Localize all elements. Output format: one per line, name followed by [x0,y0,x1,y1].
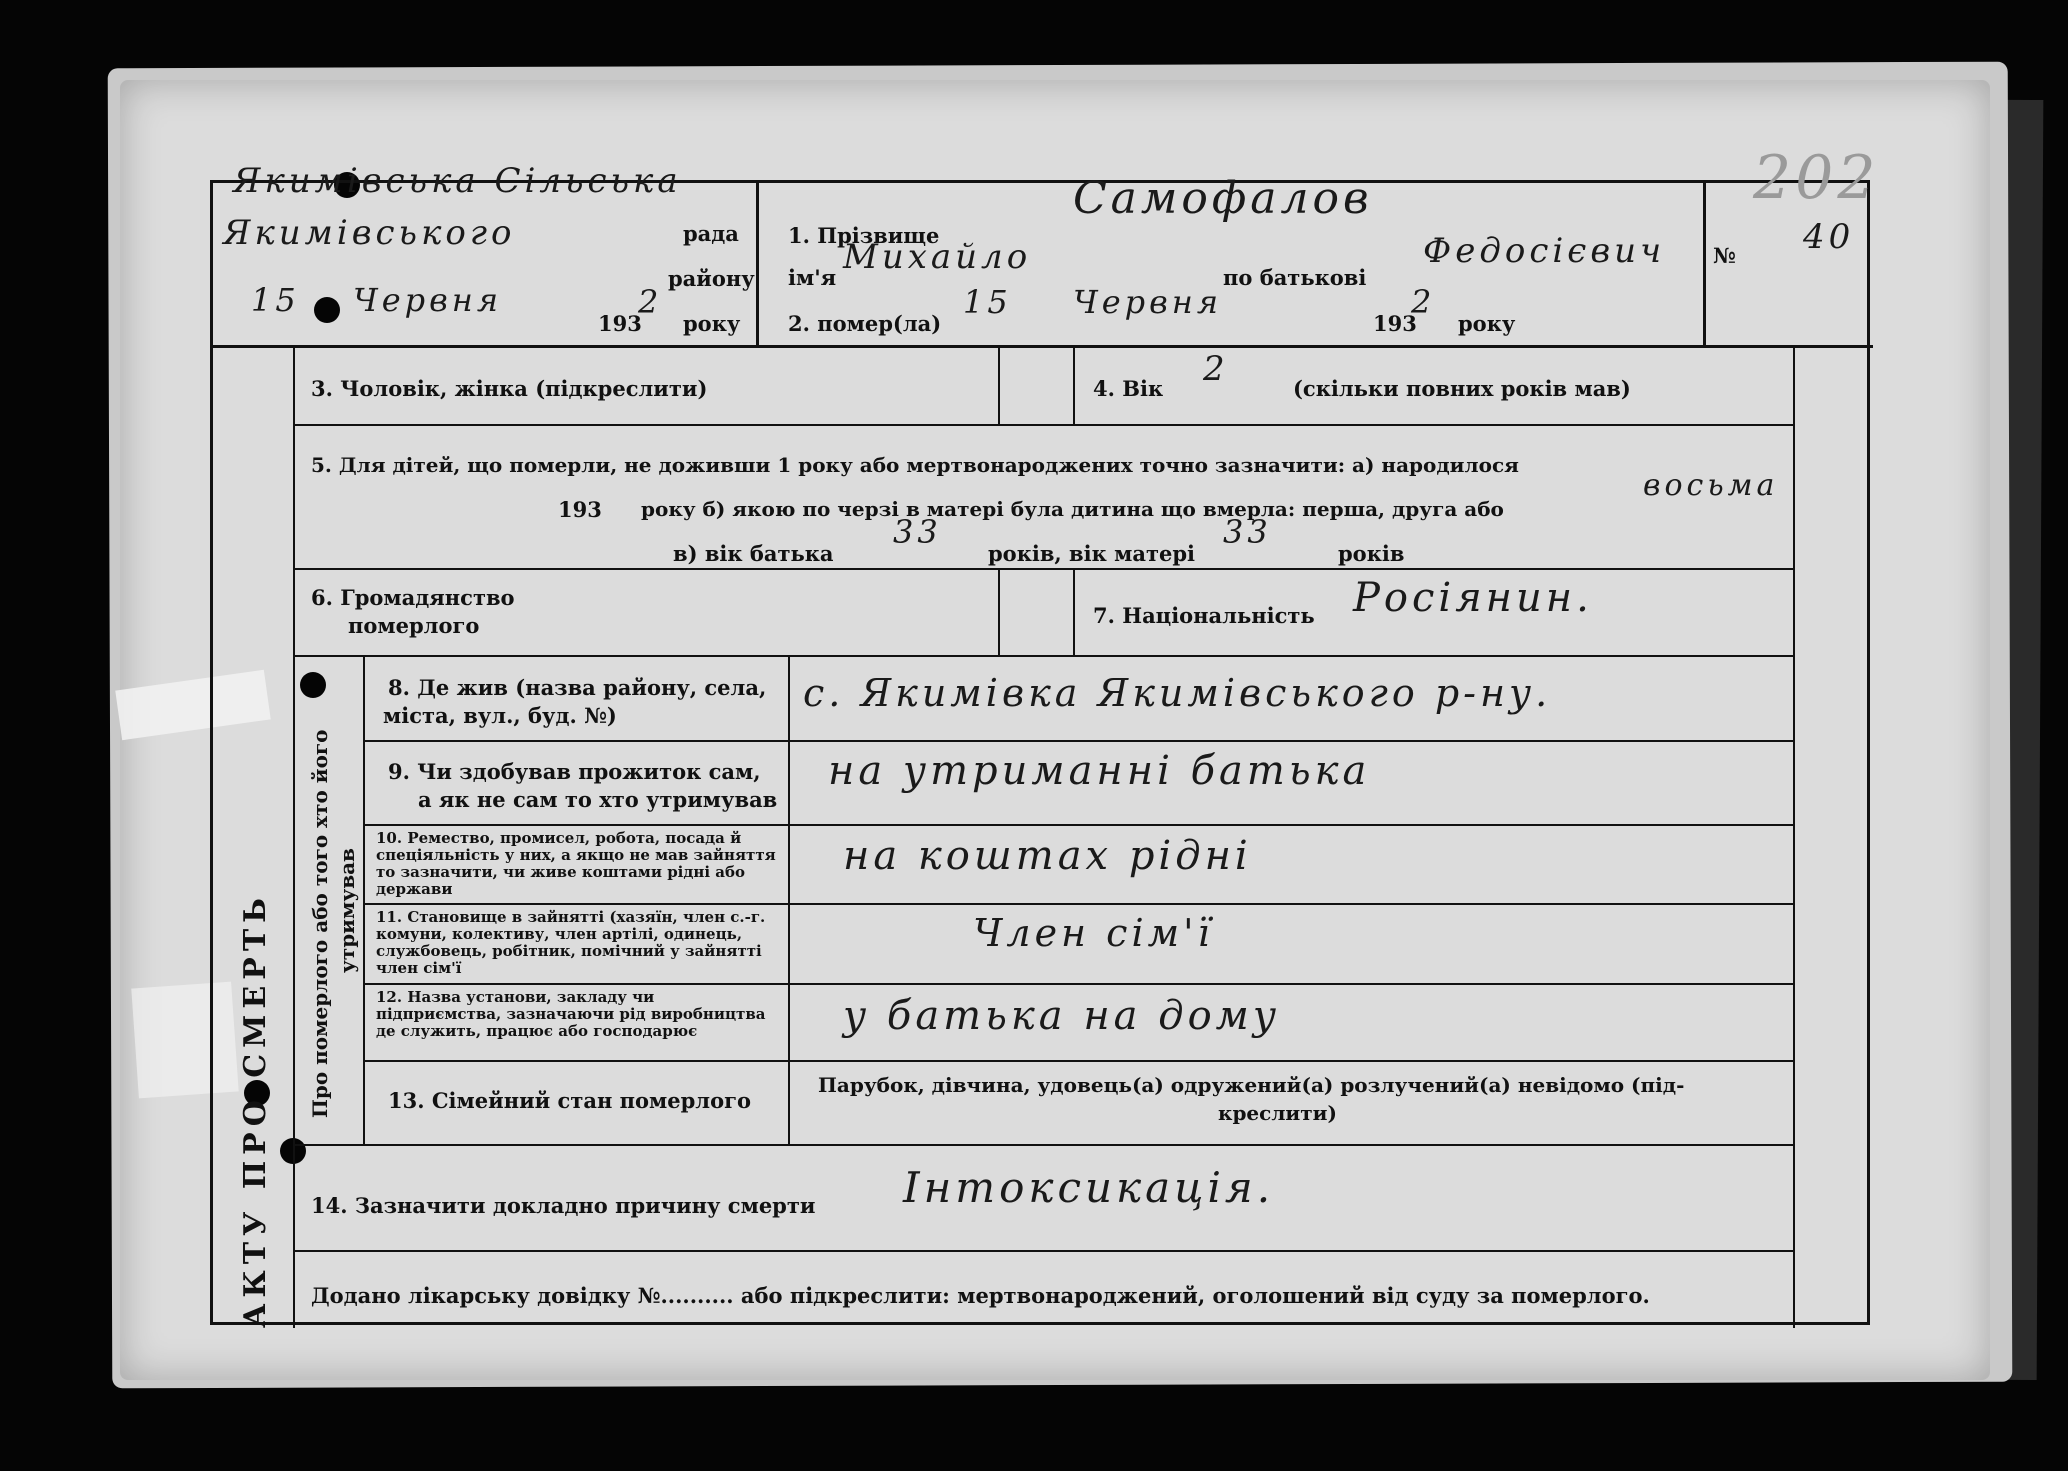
nationality-value: Росіянин. [1353,575,1593,621]
patronymic-label: по батькові [1223,265,1367,290]
date-month: Червня [353,281,503,319]
surname-label: 1. Прізвище [788,223,940,248]
workplace-value: у батька на дому [843,993,1281,1039]
divider [293,1144,1793,1146]
date-day: 15 [251,281,300,319]
divider [1073,568,1075,655]
divider [293,655,1793,657]
rayon-value: Якимівського [223,213,516,253]
first-name-value: Михайло [843,237,1032,277]
death-month-value: Червня [1073,283,1223,321]
divider [363,824,1793,826]
divider [1703,183,1706,345]
cause-value: Інтоксикація. [903,1163,1275,1212]
divider [756,183,759,345]
divider [1793,345,1795,1328]
date-year-suffix: 2 [638,283,663,321]
citizenship-label: 6. Громадянство [311,585,515,610]
workplace-label: 12. Назва установи, закладу чи підприємства, зазначаючи рід виробництва де служить, працює або господарює [376,988,766,1040]
citizenship-label-2: померлого [348,613,480,638]
divider [998,568,1000,655]
rayon-label: району [668,266,755,291]
vertical-subtitle-2: утримував [335,848,359,973]
child-order-value: восьма [1643,468,1779,503]
child-info-line3a: в) вік батька [673,541,834,566]
occupation-label: 10. Ремество, промисел, робота, посада й спеціяльність у них, а якщо не мав зайняття то зазначити, чи живе коштами рідні або держави [376,829,776,898]
vertical-subtitle-1: Про померлого або того хто його [308,729,332,1118]
residence-label: 8. Де жив (назва району, села, [388,675,767,700]
child-info-year: 193 [558,497,602,522]
divider [293,345,295,1328]
father-age-value: 33 [893,513,942,551]
date-year-prefix: 193 [598,311,642,336]
position-label: 11. Становище в зайнятті (хазяїн, член с.-г. комуни, колективу, член артілі, одинець, службовець, робітник, помічний у зайнятті член сім'ї [376,908,766,977]
death-year-prefix: 193 [1373,311,1417,336]
surname-value: Самофалов [1073,173,1373,224]
death-year-label: року [1458,311,1516,336]
divider [363,655,365,1144]
divider [363,983,1793,985]
residence-label-2: міста, вул., буд. №) [383,703,617,728]
death-year-suffix: 2 [1411,283,1436,321]
mother-age-value: 33 [1223,513,1272,551]
child-info-line1: 5. Для дітей, що померли, не доживши 1 року або мертвонароджених точно зазначити: а) народилося [311,453,1519,477]
divider [293,1250,1793,1252]
sex-label: 3. Чоловік, жінка (підкреслити) [311,376,708,401]
residence-value: с. Якимівка Якимівського р-ну. [803,671,1552,715]
child-info-line3c: років [1338,541,1405,566]
date-label: року [683,311,741,336]
patronymic-value: Федосієвич [1423,231,1666,271]
divider [363,740,1793,742]
livelihood-label-2: а як не сам то хто утримував [418,787,778,812]
record-number-value: 40 [1803,217,1855,257]
nationality-label: 7. Національність [1093,603,1315,628]
footer-text: Додано лікарську довідку №.......... або підкреслити: мертвонароджений, оголошений від суду за померлого. [311,1283,1650,1308]
death-date-label: 2. помер(ла) [788,311,942,336]
family-status-label: 13. Сімейний стан померлого [388,1088,751,1113]
rada-label: рада [683,221,739,246]
rada-value: Якимівська Сільська [233,161,682,201]
number-label: № [1713,243,1736,268]
divider [213,345,1873,348]
livelihood-label: 9. Чи здобував прожиток сам, [388,759,761,784]
name-label: ім'я [788,265,837,290]
family-status-options-2: креслити) [1218,1101,1337,1125]
death-day-value: 15 [963,283,1012,321]
child-info-line2: року б) якою по черзі в матері була дитина що вмерла: перша, друга або [641,497,1504,521]
age-label-b: (скільки повних років мав) [1293,376,1631,401]
divider [363,1060,1793,1062]
divider [293,568,1793,570]
cause-label: 14. Зазначити докладно причину смерти [311,1193,816,1218]
age-label-a: 4. Вік [1093,376,1164,401]
vertical-title: АКТУ ПРО СМЕРТЬ [238,892,273,1328]
divider [293,424,1793,426]
record-stamp: 202 [1753,143,1880,213]
divider [363,903,1793,905]
child-info-line3b: років, вік матері [988,541,1195,566]
occupation-value: на коштах рідні [843,833,1252,879]
position-value: Член сім'ї [973,911,1214,955]
divider [788,655,790,1144]
death-record-form [210,143,1880,1328]
family-status-options: Парубок, дівчина, удовець(а) одружений(а) розлучений(а) невідомо (під- [818,1073,1685,1097]
divider [1073,345,1075,424]
age-value: 2 [1203,349,1229,389]
divider [998,345,1000,424]
livelihood-value: на утриманні батька [828,748,1371,794]
